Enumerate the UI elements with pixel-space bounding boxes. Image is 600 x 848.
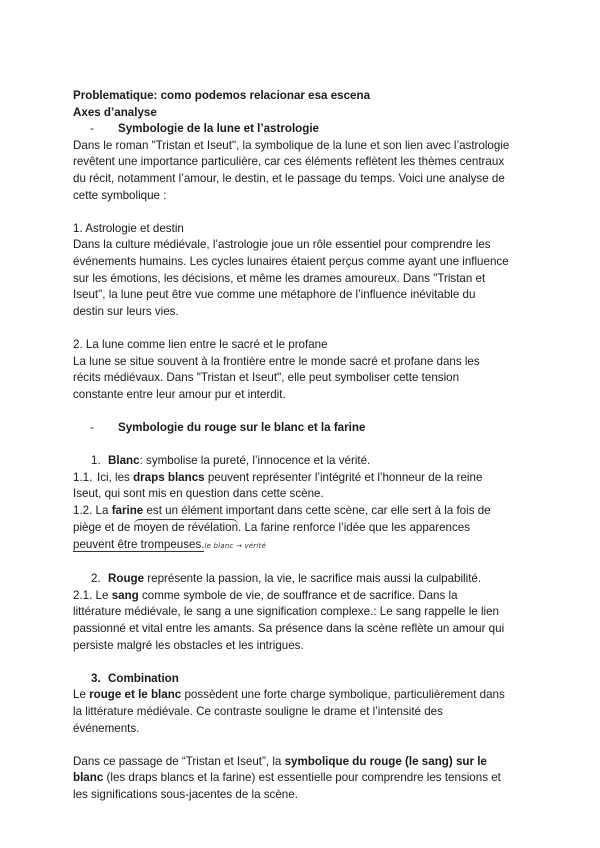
paragraph-line: constante entre leur amour pur et interdit. bbox=[73, 387, 286, 401]
symbolique-bold: symbolique du rouge (le sang) sur le bbox=[284, 754, 487, 768]
problematique-heading: Problematique: como podemos relacionar esa escena bbox=[73, 89, 371, 102]
section2-heading bbox=[73, 420, 533, 437]
section1-heading bbox=[73, 121, 533, 138]
paragraph-line: la littérature médiévale. Ce contraste souligne le drame et l’intensité des bbox=[73, 704, 443, 718]
section3-line1: Le rouge et le blanc possèdent une forte charge symbolique, particulièrement dans bbox=[73, 688, 505, 702]
blanc-text: : symbolise la pureté, l’innocence et la vérité. bbox=[139, 454, 371, 468]
blanc-bold: blanc bbox=[73, 771, 104, 785]
rouge-item bbox=[73, 571, 533, 588]
paragraph-line: sur les émotions, les décisions, et même les drames amoureux. Dans "Tristan et bbox=[73, 271, 486, 285]
section1-title: Symbologie de la lune et l’astrologie bbox=[118, 122, 319, 136]
blanc-word: Blanc bbox=[108, 454, 140, 468]
subsection-title: 1. Astrologie et destin bbox=[73, 221, 184, 235]
bullet-dash: - bbox=[90, 420, 94, 434]
para-1-2-line3: peuvent être trompeuses.le blanc → vérité bbox=[73, 538, 266, 552]
para-1-2: 1.2. La farine est un élément important dans cette scène, car elle sert à la fois de bbox=[73, 503, 491, 517]
axes-heading: Axes d’analyse bbox=[73, 105, 157, 119]
bullet-dash: - bbox=[90, 122, 94, 136]
blanc-item bbox=[73, 453, 533, 470]
paragraph-line: littérature médiévale, le sang a une signification complexe.: Le sang rappelle le lien bbox=[73, 605, 500, 619]
paragraph-line: événements humains. Les cycles lunaires étaient perçus comme ayant une influence bbox=[73, 254, 509, 268]
farine-word: farine bbox=[111, 503, 144, 517]
document-page bbox=[73, 88, 533, 804]
paragraph-line: passionné et vital entre les amants. Sa présence dans la scène reflète un amour qui bbox=[73, 622, 505, 635]
section2-title: Symbologie du rouge sur le blanc et la farine bbox=[118, 420, 366, 434]
para-1-1: 1.1. Ici, les draps blancs peuvent représenter l’intégrité et l’honneur de la reine bbox=[73, 470, 533, 487]
list-number: 2. bbox=[91, 572, 101, 586]
para-2-1: 2.1. Le sang comme symbole de vie, de souffrance et de sacrifice. Dans la bbox=[73, 588, 458, 602]
draps-blancs: draps blancs bbox=[133, 470, 205, 484]
paragraph-line: Iseut", la lune peut être vue comme une métaphore de l’influence inévitable du bbox=[73, 288, 476, 302]
rouge-text: représente la passion, la vie, le sacrifice mais aussi la culpabilité. bbox=[144, 572, 482, 586]
paragraph-line: Dans le roman "Tristan et Iseut", la symbolique de la lune et son lien avec l’astrologie bbox=[73, 138, 510, 152]
paragraph-line: événements. bbox=[73, 721, 140, 735]
list-number: 1. bbox=[91, 454, 101, 468]
para-number: 1.1. bbox=[73, 470, 93, 484]
para-1-2-line2: piège et de moyen de révélation. La farine renforce l’idée que les apparences bbox=[73, 519, 533, 537]
final-line1: Dans ce passage de “Tristan et Iseut”, la symbolique du rouge (le sang) sur le bbox=[73, 754, 487, 768]
rouge-word: Rouge bbox=[108, 572, 145, 586]
paragraph-line: revêtent une importance particulière, car ces éléments reflètent les thèmes centraux bbox=[73, 155, 505, 169]
paragraph-line: cette symbolique : bbox=[73, 188, 167, 202]
paragraph-line: les significations sous-jacentes de la scène. bbox=[73, 787, 298, 801]
subsection-title: 2. La lune comme lien entre le sacré et le profane bbox=[73, 337, 328, 351]
handwritten-overline-annotation: moyen de révélation bbox=[134, 519, 238, 537]
paragraph-line: destin sur leurs vies. bbox=[73, 304, 179, 318]
final-line2: blanc (les draps blancs et la farine) est essentielle pour comprendre les tensions et bbox=[73, 771, 501, 785]
section3-heading bbox=[73, 671, 533, 688]
paragraph-line: Iseut, qui sont mis en question dans cette scène. bbox=[73, 487, 324, 501]
section3-title: Combination bbox=[108, 671, 179, 685]
paragraph-line: La lune se situe souvent à la frontière entre le monde sacré et profane dans les bbox=[73, 354, 480, 368]
paragraph-line: du récit, notamment l’amour, le destin, et le passage du temps. Voici une analyse de bbox=[73, 171, 505, 185]
handwritten-note: le blanc → vérité bbox=[204, 542, 266, 551]
paragraph-line: Dans la culture médiévale, l’astrologie joue un rôle essentiel pour comprendre les bbox=[73, 238, 491, 252]
rouge-et-blanc: rouge et le blanc bbox=[89, 688, 182, 702]
sang-word: sang bbox=[111, 588, 139, 602]
paragraph-line: persiste malgré les obstacles et les intrigues. bbox=[73, 638, 304, 652]
paragraph-line: récits médiévaux. Dans "Tristan et Iseut", elle peut symboliser cette tension bbox=[73, 371, 460, 385]
list-number: 3. bbox=[91, 671, 101, 685]
